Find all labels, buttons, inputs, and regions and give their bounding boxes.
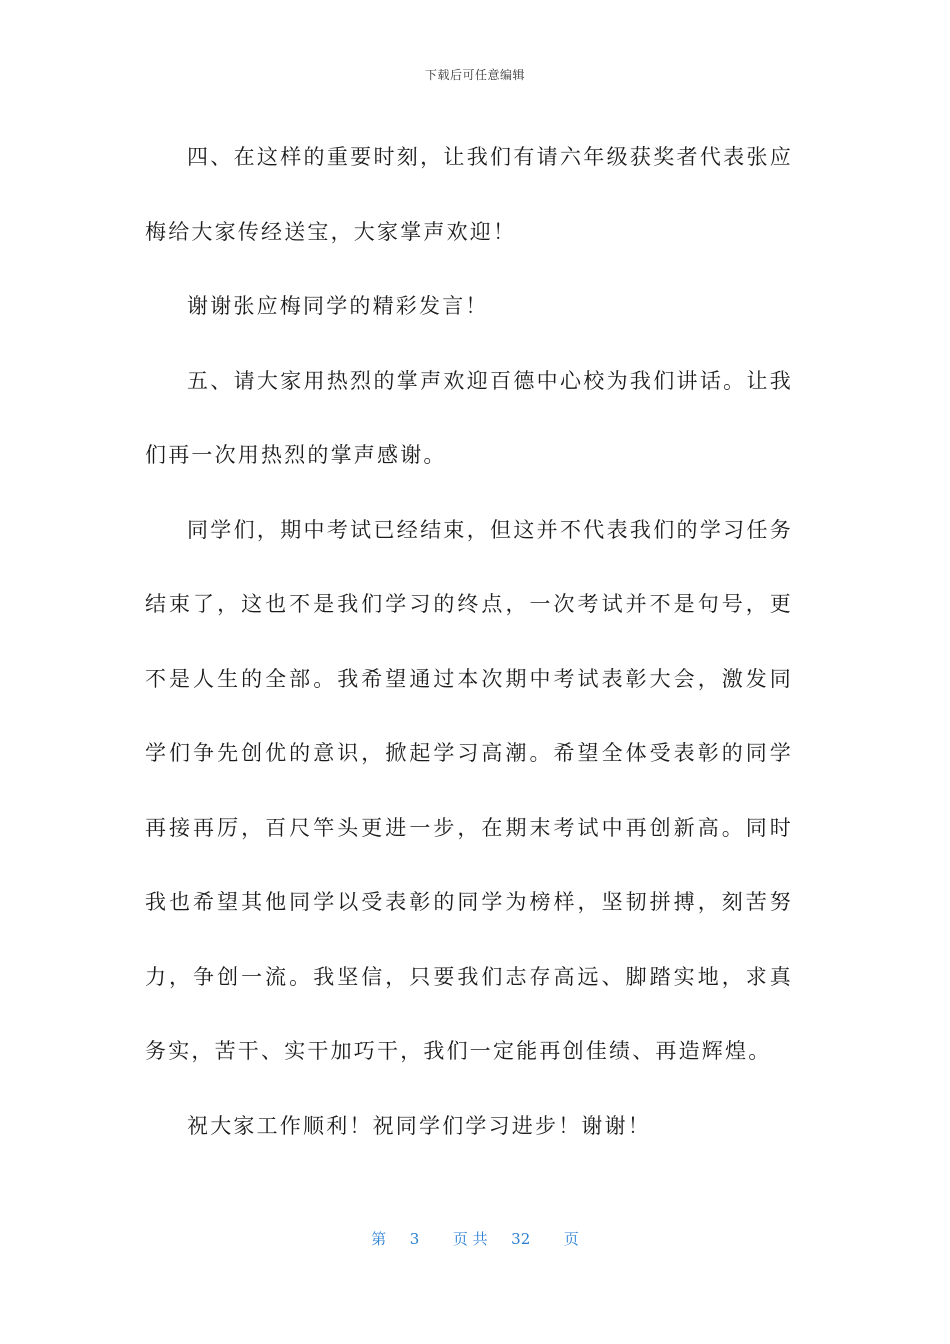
paragraph-speech: 同学们，期中考试已经结束，但这并不代表我们的学习任务结束了，这也不是我们学习的终点，一次考试并不是句号，更不是人生的全部。我希望通过本次期中考试表彰大会，激发同学们争先创优的意识，掀起学习高潮。希望全体受表彰的同学再接再厉，百尺竿头更进一步，在期末考试中再创新高。同时我也希望其他同学以受表彰的同学为榜样，坚韧拼搏，刻苦努力，争创一流。我坚信，只要我们志存高远、脚踏实地，求真务实，苦干、实干加巧干，我们一定能再创佳绩、再造辉煌。 [145,517,793,1063]
header-note: 下载后可任意编辑 [424,68,525,82]
footer-middle: 页 共 [452,1230,488,1248]
paragraph-closing: 祝大家工作顺利！祝同学们学习进步！谢谢！ [187,1113,651,1138]
footer-suffix: 页 [563,1230,579,1248]
page-footer [0,1228,950,1249]
paragraph-thanks: 谢谢张应梅同学的精彩发言！ [187,294,489,318]
footer-total-pages: 32 [511,1230,531,1248]
paragraph-4-intro: 四、在这样的重要时刻，让我们有请六年级获奖者代表张应梅给大家传经送宝，大家掌声欢迎！ [145,145,793,244]
footer-prefix: 第 [371,1230,387,1248]
paragraph-5-intro: 五、请大家用热烈的掌声欢迎百德中心校为我们讲话。让我们再一次用热烈的掌声感谢。 [145,368,793,467]
document-body [145,120,793,1163]
footer-page-number: 3 [409,1230,420,1248]
